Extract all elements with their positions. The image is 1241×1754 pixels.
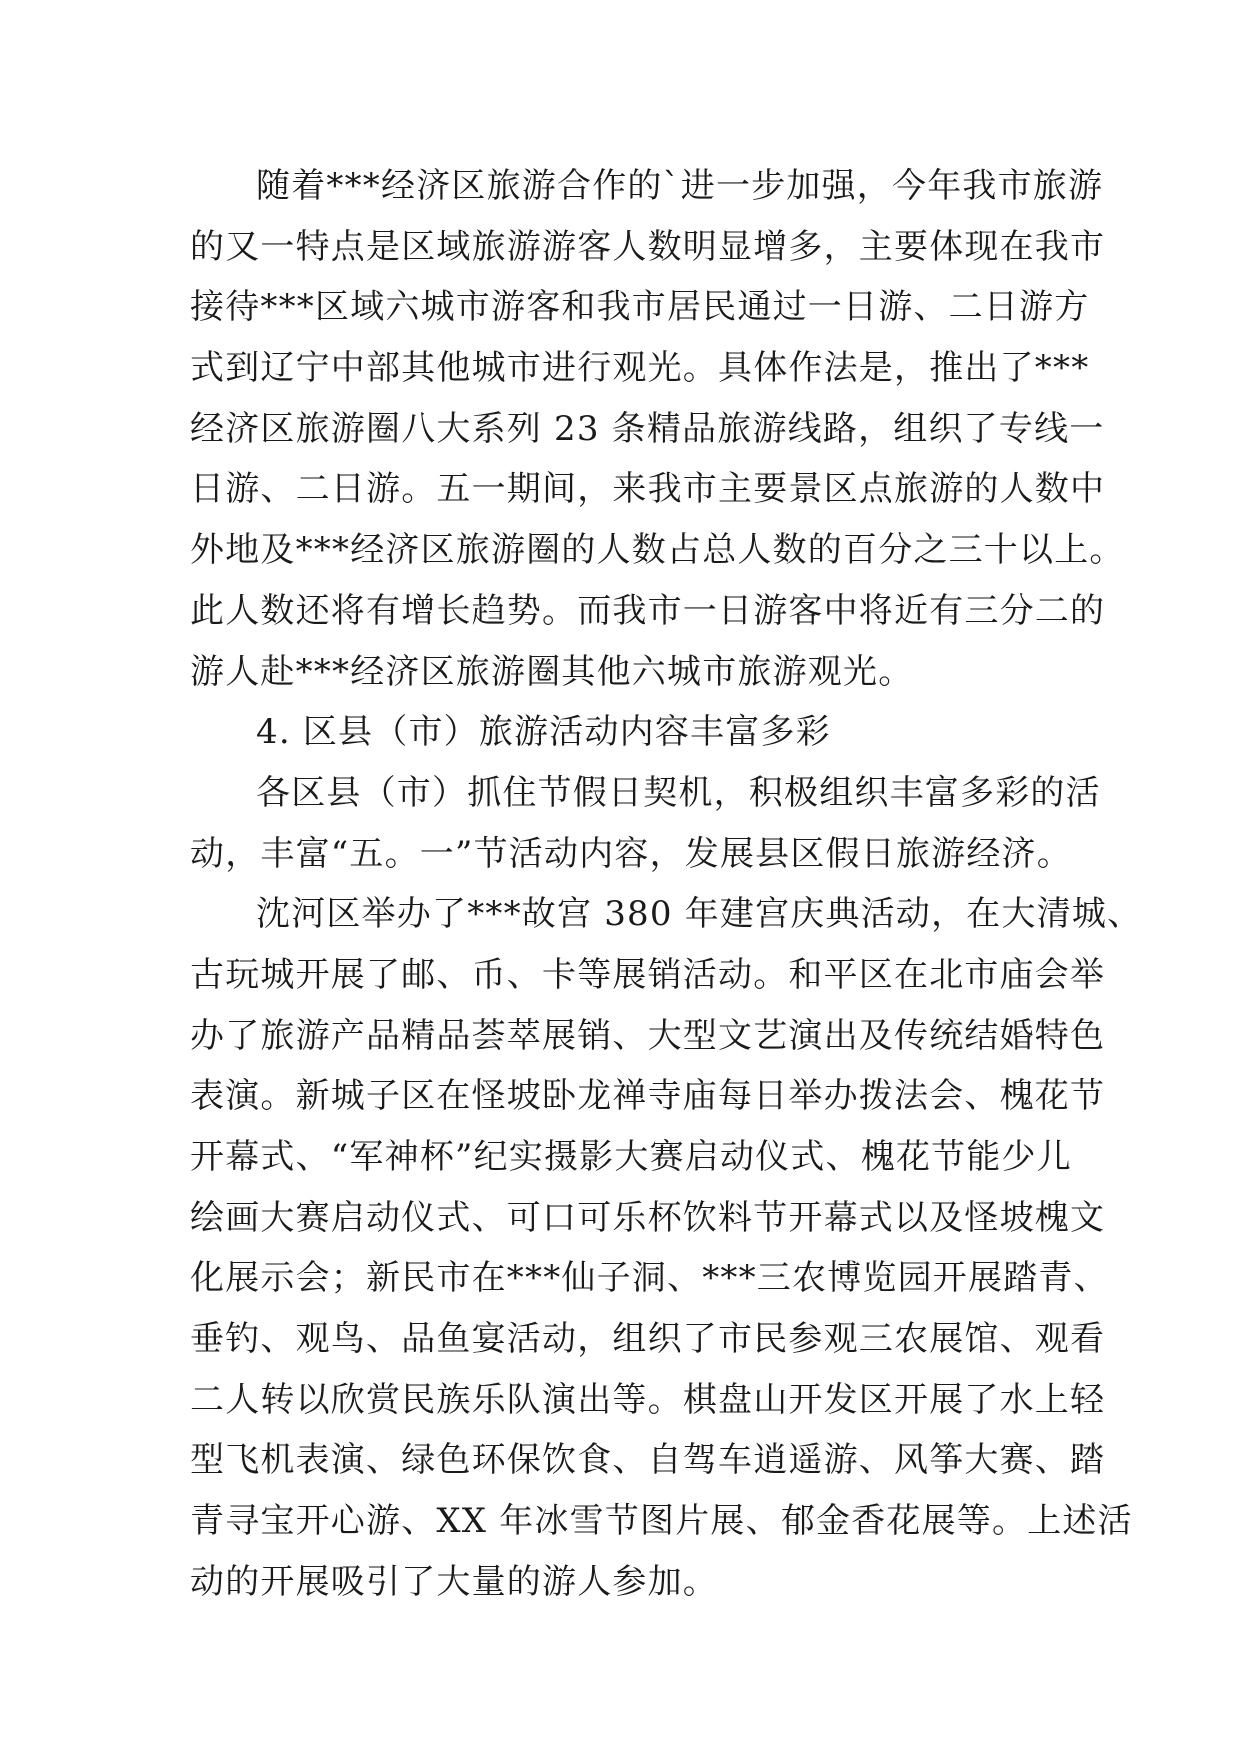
paragraph-line: 青寻宝开心游、XX 年冰雪节图片展、郁金香花展等。上述活 bbox=[190, 1501, 1133, 1542]
paragraph-line: 沈河区举办了***故宫 380 年建宫庆典活动，在大清城、 bbox=[256, 894, 1143, 935]
paragraph-line: 垂钓、观鸟、品鱼宴活动，组织了市民参观三农展馆、观看 bbox=[190, 1319, 1106, 1360]
paragraph-line: 古玩城开展了邮、币、卡等展销活动。和平区在北市庙会举 bbox=[190, 954, 1106, 995]
paragraph-line: 接待***区域六城市游客和我市居民通过一日游、二日游方 bbox=[190, 287, 1090, 328]
paragraph-line: 随着***经济区旅游合作的`进一步加强，今年我市旅游 bbox=[256, 166, 1104, 206]
paragraph-line: 动的开展吸引了大量的游人参加。 bbox=[190, 1561, 718, 1602]
section-heading: 4. 区县（市）旅游活动内容丰富多彩 bbox=[256, 712, 831, 753]
paragraph-line: 经济区旅游圈八大系列 23 条精品旅游线路，组织了专线一 bbox=[190, 408, 1105, 449]
paragraph-line: 二人转以欣赏民族乐队演出等。棋盘山开发区开展了水上轻 bbox=[190, 1379, 1106, 1420]
paragraph-line: 式到辽宁中部其他城市进行观光。具体作法是，推出了*** bbox=[190, 348, 1090, 389]
paragraph-line: 各区县（市）抓住节假日契机，积极组织丰富多彩的活 bbox=[256, 772, 1101, 813]
document-body bbox=[190, 156, 1143, 1613]
paragraph-line: 此人数还将有增长趋势。而我市一日游客中将近有三分二的 bbox=[190, 590, 1106, 631]
paragraph-line: 开幕式、“军神杯”纪实摄影大赛启动仪式、槐花节能少儿 bbox=[190, 1137, 1072, 1177]
paragraph-line: 化展示会；新民市在***仙子洞、***三农博览园开展踏青、 bbox=[190, 1258, 1109, 1299]
paragraph-line: 日游、二日游。五一期间，来我市主要景区点旅游的人数中 bbox=[190, 469, 1106, 510]
paragraph-line: 的又一特点是区域旅游游客人数明显增多，主要体现在我市 bbox=[190, 226, 1106, 267]
paragraph-line: 办了旅游产品精品荟萃展销、大型文艺演出及传统结婚特色 bbox=[190, 1015, 1106, 1056]
paragraph-line: 绘画大赛启动仪式、可口可乐杯饮料节开幕式以及怪坡槐文 bbox=[190, 1197, 1106, 1238]
paragraph-line: 动，丰富“五。一”节活动内容，发展县区假日旅游经济。 bbox=[190, 833, 1072, 874]
paragraph-line: 表演。新城子区在怪坡卧龙禅寺庙每日举办拨法会、槐花节 bbox=[190, 1076, 1106, 1117]
paragraph-line: 外地及***经济区旅游圈的人数占总人数的百分之三十以上。 bbox=[190, 530, 1125, 571]
paragraph-line: 型飞机表演、绿色环保饮食、自驾车逍遥游、风筝大赛、踏 bbox=[190, 1440, 1106, 1481]
paragraph-line: 游人赴***经济区旅游圈其他六城市旅游观光。 bbox=[190, 651, 914, 692]
